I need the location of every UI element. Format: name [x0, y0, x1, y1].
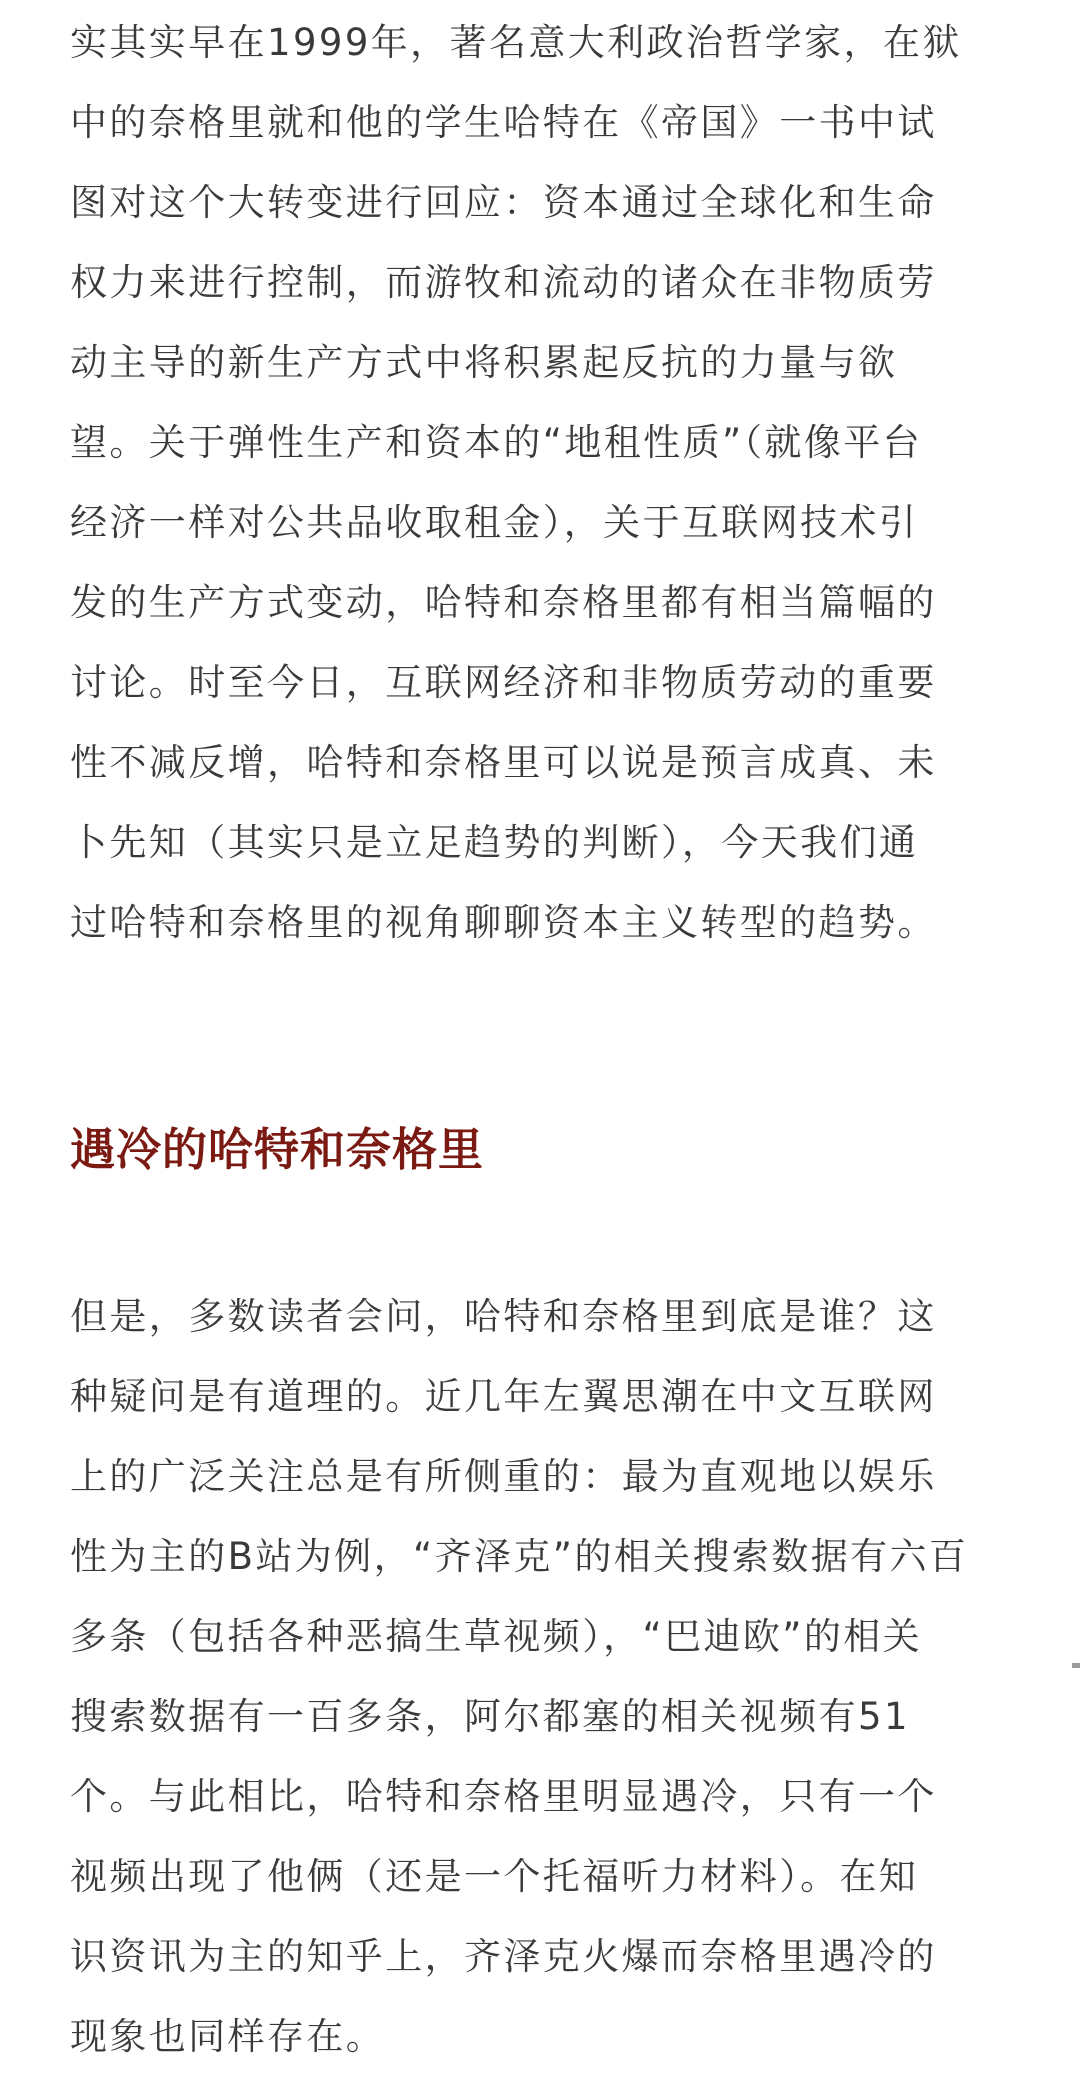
paragraph-line: 种疑问是有道理的。近几年左翼思潮在中文互联网 — [70, 1375, 937, 1418]
scroll-indicator — [1072, 1663, 1080, 1668]
paragraph-line: 上的广泛关注总是有所侧重的：最为直观地以娱乐 — [70, 1455, 937, 1498]
paragraph-line: 实其实早在1999年，著名意大利政治哲学家，在狱 — [70, 21, 962, 64]
paragraph-line: 个。与此相比，哈特和奈格里明显遇冷，只有一个 — [70, 1775, 937, 1818]
paragraph-line: 卜先知（其实只是立足趋势的判断），今天我们通 — [70, 821, 919, 864]
paragraph-line: 性为主的B站为例，“齐泽克”的相关搜索数据有六百 — [70, 1535, 969, 1578]
paragraph-line: 讨论。时至今日，互联网经济和非物质劳动的重要 — [70, 661, 937, 704]
paragraph-line: 现象也同样存在。 — [70, 2015, 386, 2058]
paragraph-line: 图对这个大转变进行回应：资本通过全球化和生命 — [70, 181, 937, 224]
article-paragraph — [70, 1277, 1010, 2077]
section-heading: 遇冷的哈特和奈格里 — [70, 1123, 485, 1176]
paragraph-line: 搜索数据有一百多条，阿尔都塞的相关视频有51 — [70, 1695, 910, 1738]
paragraph-line: 动主导的新生产方式中将积累起反抗的力量与欲 — [70, 341, 898, 384]
paragraph-line: 经济一样对公共品收取租金），关于互联网技术引 — [70, 501, 919, 544]
paragraph-line: 视频出现了他俩（还是一个托福听力材料）。在知 — [70, 1855, 919, 1898]
paragraph-line: 发的生产方式变动，哈特和奈格里都有相当篇幅的 — [70, 581, 937, 624]
paragraph-line: 性不减反增，哈特和奈格里可以说是预言成真、未 — [70, 741, 937, 784]
paragraph-line: 望。关于弹性生产和资本的“地租性质”（就像平台 — [70, 421, 923, 464]
paragraph-line: 权力来进行控制，而游牧和流动的诸众在非物质劳 — [70, 261, 937, 304]
article-paragraph — [70, 3, 1010, 963]
paragraph-line: 中的奈格里就和他的学生哈特在《帝国》一书中试 — [70, 101, 937, 144]
paragraph-line: 过哈特和奈格里的视角聊聊资本主义转型的趋势。 — [70, 901, 937, 944]
paragraph-line: 但是，多数读者会问，哈特和奈格里到底是谁？这 — [70, 1295, 937, 1338]
paragraph-line: 识资讯为主的知乎上，齐泽克火爆而奈格里遇冷的 — [70, 1935, 937, 1978]
paragraph-line: 多条（包括各种恶搞生草视频），“巴迪欧”的相关 — [70, 1615, 923, 1658]
